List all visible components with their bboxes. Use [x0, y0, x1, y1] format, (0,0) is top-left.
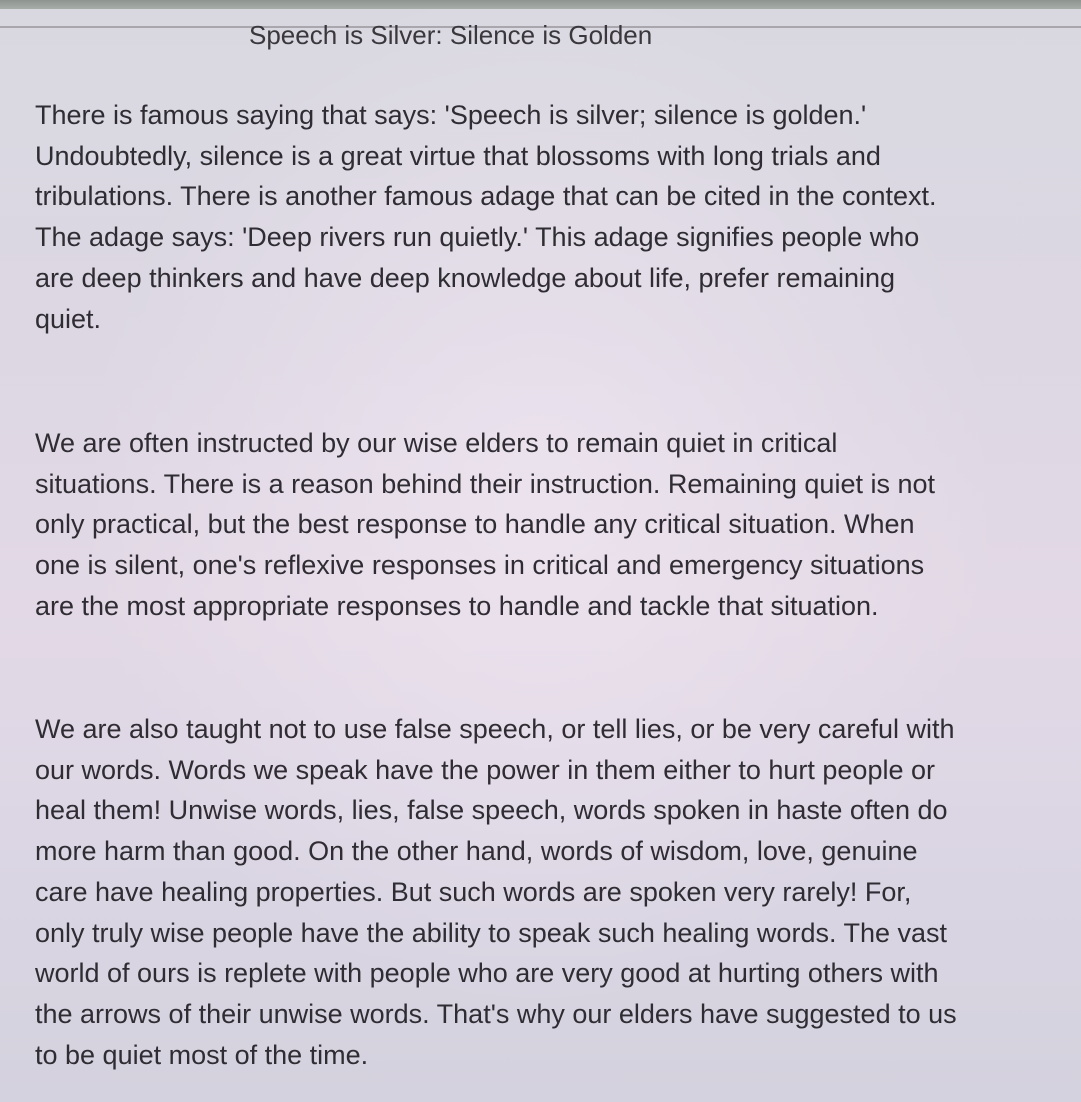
text-line: situations. There is a reason behind their instruction. Remaining quiet is not: [35, 468, 936, 499]
text-line: the arrows of their unwise words. That's why our elders have suggested to us: [35, 998, 957, 1029]
paragraph-3: [35, 709, 1075, 1075]
text-line: only practical, but the best response to handle any critical situation. When: [35, 509, 915, 540]
text-line: We are also taught not to use false speech, or tell lies, or be very careful with: [35, 714, 955, 744]
text-line: are deep thinkers and have deep knowledge about life, prefer remaining: [35, 262, 896, 293]
text-line: one is silent, one's reflexive responses in critical and emergency situations: [35, 550, 925, 581]
text-line: to be quiet most of the time.: [35, 1039, 369, 1070]
text-line: heal them! Unwise words, lies, false speech, words spoken in haste often do: [35, 795, 948, 826]
text-line: tribulations. There is another famous adage that can be cited in the context.: [35, 181, 937, 212]
text-line: our words. Words we speak have the power in them either to hurt people or: [35, 754, 935, 785]
paragraph-1: [35, 95, 1075, 339]
text-line: quiet.: [35, 303, 102, 334]
text-line: care have healing properties. But such words are spoken very rarely! For,: [35, 876, 912, 907]
paragraph-2: [35, 423, 1075, 627]
text-line: The adage says: 'Deep rivers run quietly.' This adage signifies people who: [35, 222, 920, 253]
text-line: more harm than good. On the other hand, words of wisdom, love, genuine: [35, 836, 918, 867]
text-line: There is famous saying that says: 'Speech is silver; silence is golden.': [35, 100, 867, 130]
text-line: are the most appropriate responses to handle and tackle that situation.: [35, 590, 879, 621]
text-line: only truly wise people have the ability to speak such healing words. The vast: [35, 917, 948, 948]
document-title: Speech is Silver: Silence is Golden: [249, 20, 653, 50]
screen-top-bezel: [0, 0, 1081, 9]
text-line: Undoubtedly, silence is a great virtue that blossoms with long trials and: [35, 140, 881, 171]
text-line: We are often instructed by our wise elders to remain quiet in critical: [35, 428, 838, 458]
text-line: world of ours is replete with people who are very good at hurting others with: [35, 958, 939, 989]
